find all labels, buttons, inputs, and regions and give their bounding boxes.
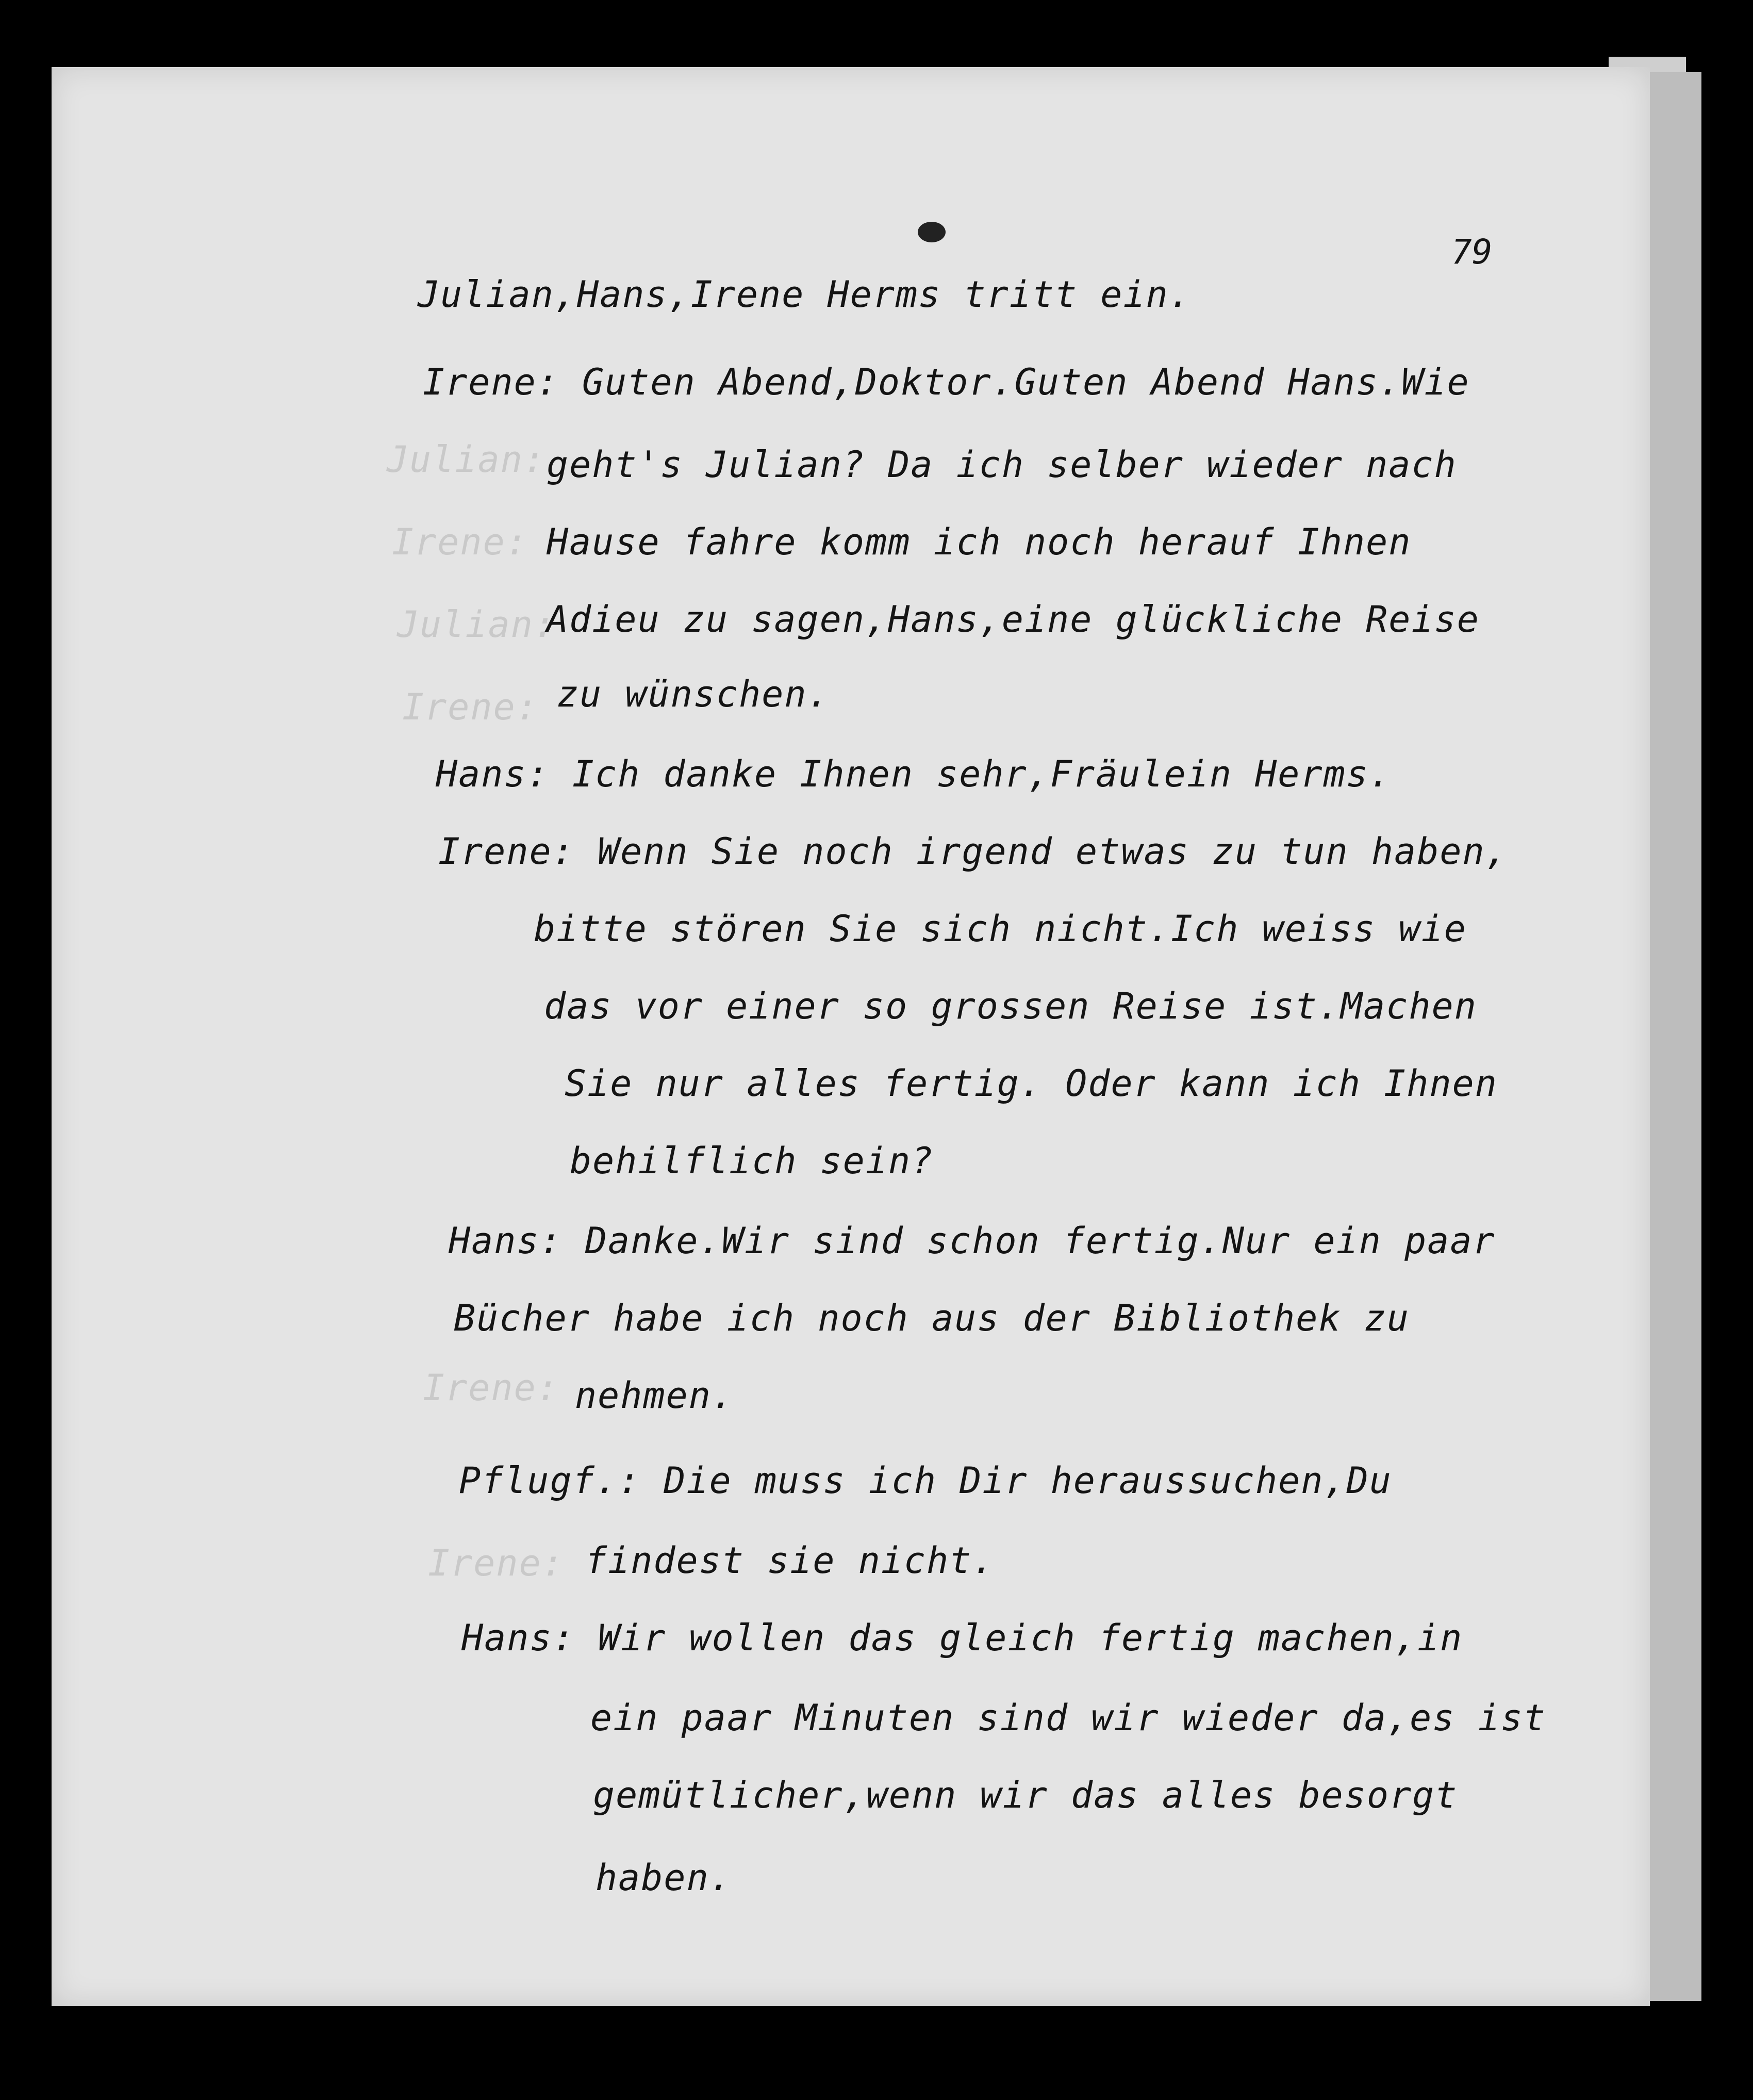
- text-line: Hans: Ich danke Ihnen sehr,Fräulein Herms.: [436, 753, 1392, 795]
- text-line: zu wünschen.: [557, 673, 830, 715]
- text-line: das vor einer so grossen Reise ist.Machen: [544, 985, 1477, 1027]
- bleed-through-text: Julian:: [387, 438, 547, 481]
- page-number: 79: [1451, 232, 1493, 272]
- text-line: behilflich sein?: [570, 1140, 934, 1182]
- text-line: bitte stören Sie sich nicht.Ich weiss wie: [534, 908, 1467, 950]
- bleed-through-text: Irene:: [402, 686, 539, 728]
- bleed-through-text: Irene:: [392, 521, 528, 563]
- text-line: geht's Julian? Da ich selber wieder nach: [547, 444, 1457, 486]
- text-line: Bücher habe ich noch aus der Bibliothek zu: [454, 1297, 1410, 1339]
- text-line: findest sie nicht.: [585, 1539, 995, 1582]
- bleed-through-text: Irene:: [423, 1367, 559, 1409]
- punch-hole: [918, 222, 946, 242]
- text-line: ein paar Minuten sind wir wieder da,es ist: [590, 1697, 1547, 1739]
- text-line: Hause fahre komm ich noch herauf Ihnen: [547, 521, 1412, 563]
- text-line: Adieu zu sagen,Hans,eine glückliche Reise: [547, 598, 1480, 641]
- text-line: Julian,Hans,Irene Herms tritt ein.: [418, 273, 1192, 316]
- bleed-through-text: Irene:: [428, 1542, 565, 1584]
- text-line: nehmen.: [575, 1374, 735, 1417]
- text-line: Sie nur alles fertig. Oder kann ich Ihnen: [565, 1062, 1498, 1105]
- text-line: Irene: Wenn Sie noch irgend etwas zu tun haben,: [438, 830, 1508, 873]
- text-line: Irene: Guten Abend,Doktor.Guten Abend Hans.Wie: [423, 361, 1470, 403]
- text-line: Pflugf.: Die muss ich Dir heraussuchen,Du: [459, 1459, 1392, 1502]
- text-line: Hans: Wir wollen das gleich fertig machen,in: [461, 1617, 1463, 1659]
- text-line: haben.: [596, 1857, 732, 1899]
- bleed-through-text: Julian:: [397, 603, 557, 646]
- text-line: Hans: Danke.Wir sind schon fertig.Nur ein paar: [449, 1220, 1496, 1262]
- document-page: [52, 67, 1650, 2006]
- text-line: gemütlicher,wenn wir das alles besorgt: [593, 1774, 1458, 1816]
